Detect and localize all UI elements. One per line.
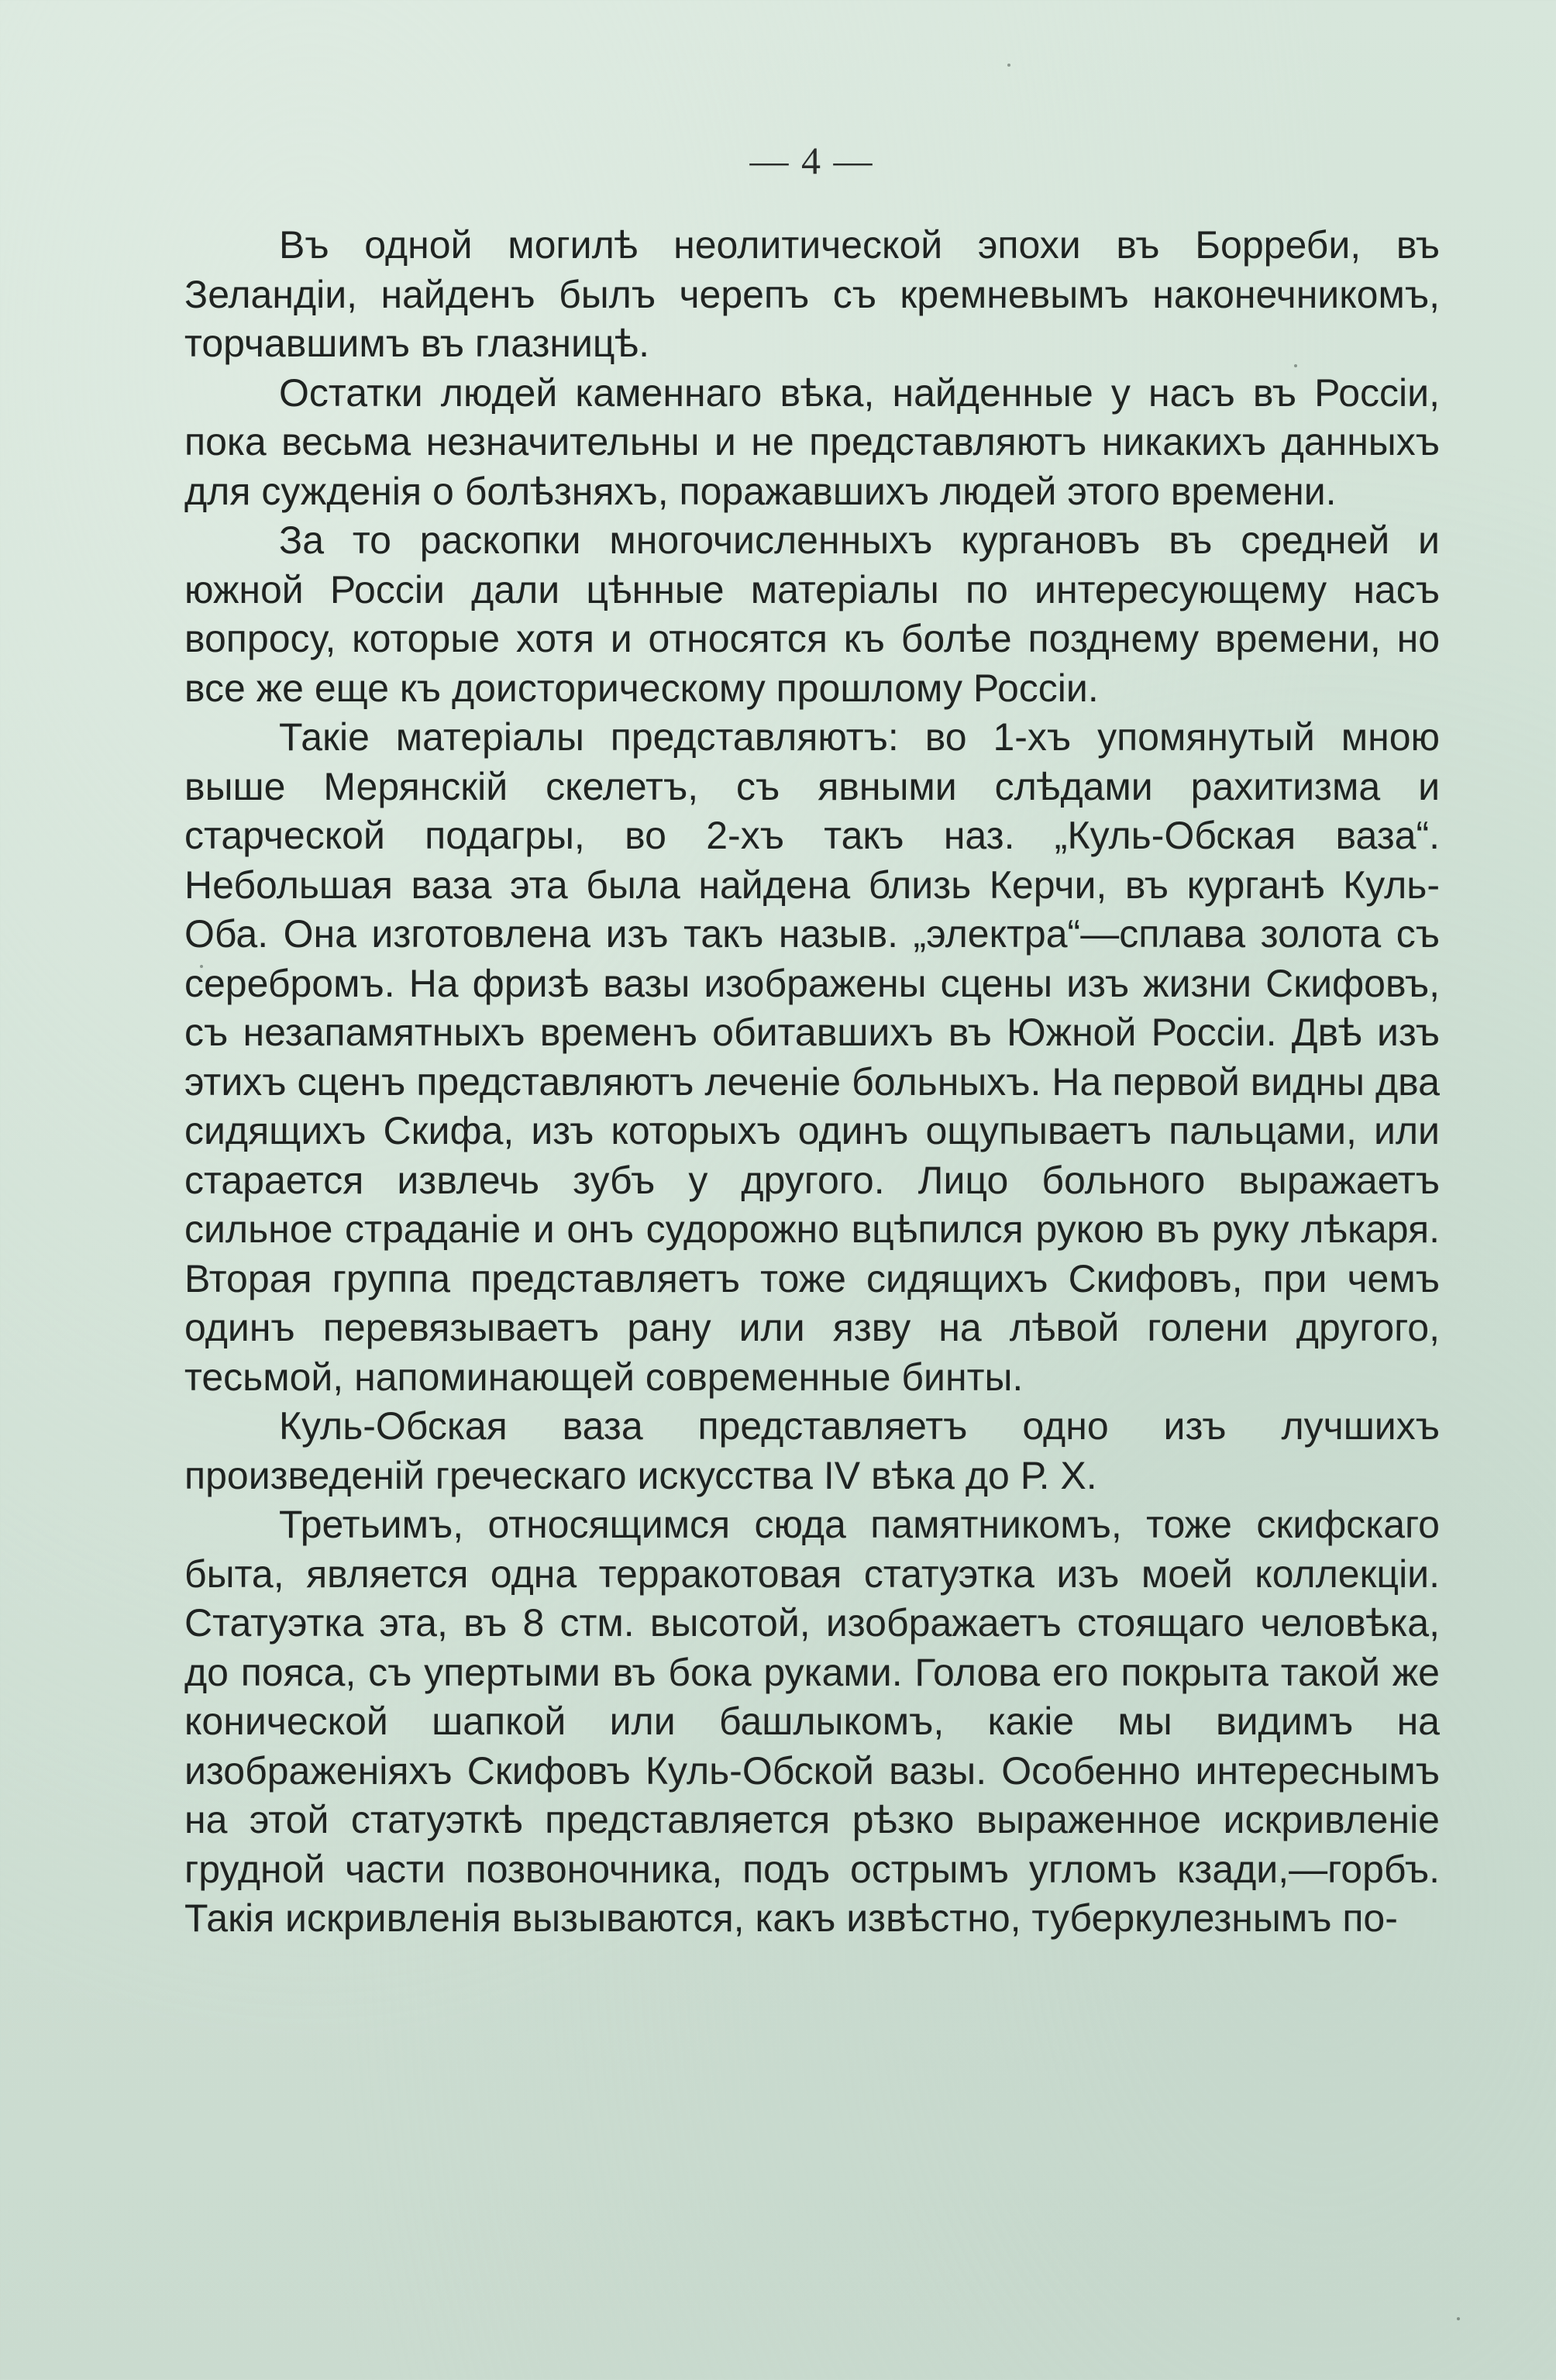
paragraph-6: Третьимъ, относящимся сюда памятникомъ, тоже скифскаго быта, является одна терракотовая статуэтка изъ моей коллекціи. Статуэтка эта, въ 8 стм. высотой, изображаетъ стоящаго человѣка, до пояса, съ упертыми въ бока руками. Голова его покрыта такой же конической шапкой или башлыкомъ, какіе мы видимъ на изображеніяхъ Скифовъ Куль-Обской вазы. Особенно интереснымъ на этой статуэткѣ представляется рѣзко выраженное искривленіе грудной части позвоночника, подъ острымъ угломъ кзади,—горбъ. Такія искривленія вызываются, какъ извѣстно, туберкулезнымъ по- xyxy=(184,1503,1440,1940)
paragraph-5: Куль-Обская ваза представляетъ одно изъ лучшихъ произведеній греческаго искусства IV вѣка до Р. Х. xyxy=(184,1404,1440,1497)
paper-speck xyxy=(1457,2317,1460,2320)
paragraph-4: Такіе матеріалы представляютъ: во 1-хъ упомянутый мною выше Мерянскій скелетъ, съ явными слѣдами рахитизма и старческой подагры, во 2-хъ такъ наз. „Куль-Обская ваза“. Небольшая ваза эта была найдена близь Керчи, въ курганѣ Куль-Оба. Она изготовлена изъ такъ назыв. „электра“—сплава золота съ серебромъ. На фризѣ вазы изображены сцены изъ жизни Скифовъ, съ незапамятныхъ временъ обитавшихъ въ Южной Россіи. Двѣ изъ этихъ сценъ представляютъ леченіе больныхъ. На первой видны два сидящихъ Скифа, изъ которыхъ одинъ ощупываетъ пальцами, или старается извлечь зубъ у другого. Лицо больного выражаетъ сильное страданіе и онъ судорожно вцѣпился рукою въ руку лѣкаря. Вторая группа представляетъ тоже сидящихъ Скифовъ, при чемъ одинъ перевязываетъ рану или язву на лѣвой голени другого, тесьмой, напоминающей современные бинты. xyxy=(184,715,1440,1399)
page-number: — 4 — xyxy=(749,139,874,182)
paper-speck xyxy=(1007,64,1010,67)
body-text xyxy=(184,221,1440,1944)
paragraph-3: За то раскопки многочисленныхъ кургановъ въ средней и южной Россіи дали цѣнные матеріалы по интересующему насъ вопросу, которые хотя и относятся къ болѣе позднему времени, но все же еще къ доисторическому прошлому Россіи. xyxy=(184,518,1440,710)
paper-speck xyxy=(200,965,203,968)
paragraph-2: Остатки людей каменнаго вѣка, найденные у насъ въ Россіи, пока весьма незначительны и не представляютъ никакихъ данныхъ для сужденія о болѣзняхъ, поражавшихъ людей этого времени. xyxy=(184,370,1440,513)
paragraph-1: Въ одной могилѣ неолитической эпохи въ Борреби, въ Зеландіи, найденъ былъ черепъ съ кремневымъ наконечникомъ, торчавшимъ въ глазницѣ. xyxy=(184,223,1440,365)
paper-speck xyxy=(1294,364,1297,367)
